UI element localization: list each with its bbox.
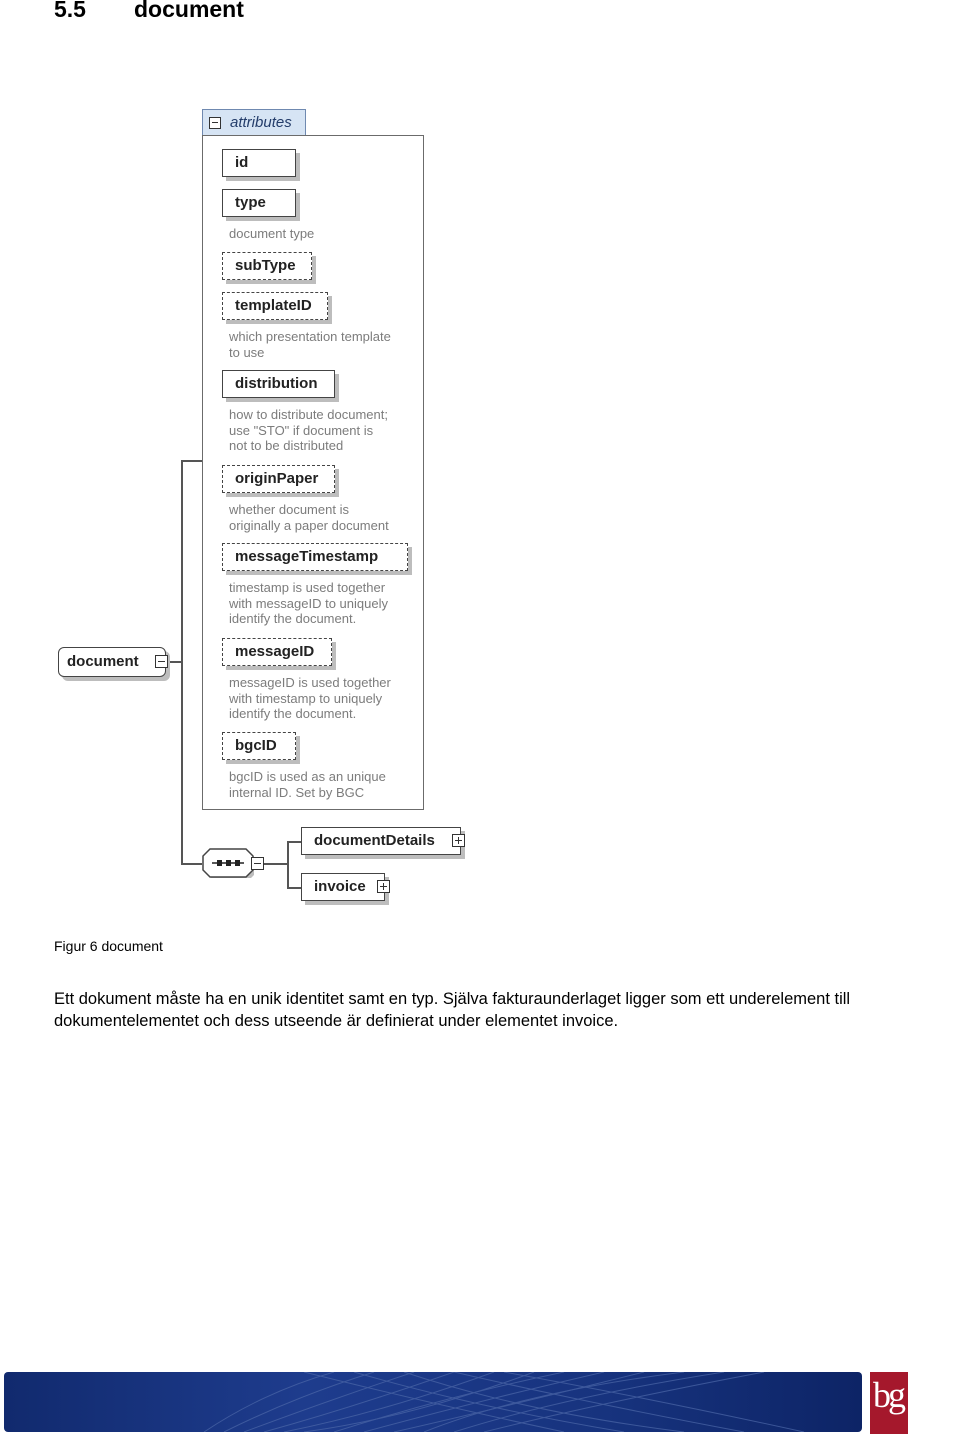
footer-banner	[4, 1372, 862, 1432]
attribute-label: subType	[235, 257, 296, 274]
connector-line	[264, 863, 288, 865]
connector-line	[166, 661, 182, 663]
attribute-label: templateID	[235, 297, 312, 314]
attribute-description: how to distribute document; use "STO" if document is not to be distributed	[229, 407, 388, 453]
attribute-label: id	[235, 154, 249, 171]
expand-icon[interactable]	[377, 880, 390, 893]
attribute-bgcid[interactable]	[222, 732, 296, 760]
section-title: document	[134, 0, 244, 22]
attribute-distribution[interactable]	[222, 370, 335, 398]
root-element-document[interactable]	[58, 647, 166, 677]
attribute-description: timestamp is used together with messageID to uniquely identify the document.	[229, 580, 388, 626]
bg-logo-icon	[870, 1372, 908, 1434]
attribute-templateid[interactable]	[222, 292, 328, 320]
attribute-id[interactable]	[222, 149, 296, 177]
attributes-top-border	[306, 135, 424, 136]
connector-line	[181, 460, 183, 864]
element-label: invoice	[314, 878, 366, 895]
attribute-label: bgcID	[235, 737, 277, 754]
attributes-tab[interactable]	[202, 109, 306, 135]
element-label: documentDetails	[314, 832, 435, 849]
attribute-description: document type	[229, 226, 315, 241]
body-paragraph: Ett dokument måste ha en unik identitet samt en typ. Själva fakturaunderlaget ligger som ett underelement till dokumentelementet och dess utseende är definierat under elementet invoice.	[54, 990, 851, 1030]
figure-caption: Figur 6 document	[54, 938, 163, 954]
connector-line	[287, 841, 301, 843]
attribute-originpaper[interactable]	[222, 465, 335, 493]
attribute-description: whether document is originally a paper document	[229, 502, 389, 533]
footer-pattern-icon	[4, 1372, 862, 1432]
section-number: 5.5	[54, 0, 86, 22]
attribute-label: messageID	[235, 643, 315, 660]
element-documentdetails[interactable]	[301, 827, 461, 855]
attribute-description: which presentation template to use	[229, 329, 391, 360]
root-element-label: document	[67, 653, 139, 670]
logo-text: bg	[873, 1375, 903, 1415]
expand-icon[interactable]	[452, 834, 465, 847]
attribute-label: messageTimestamp	[235, 548, 379, 565]
attribute-messageid[interactable]	[222, 638, 332, 666]
collapse-icon[interactable]	[251, 857, 264, 870]
collapse-icon[interactable]	[209, 117, 221, 129]
connector-line	[287, 841, 289, 888]
attribute-description: bgcID is used as an unique internal ID. Set by BGC	[229, 769, 386, 800]
connector-line	[181, 460, 202, 462]
sequence-compositor-icon[interactable]	[202, 848, 254, 878]
connector-line	[287, 887, 301, 889]
attribute-description: messageID is used together with timestamp to uniquely identify the document.	[229, 675, 391, 721]
attributes-tab-label: attributes	[230, 114, 292, 131]
attribute-messagetimestamp[interactable]	[222, 543, 408, 571]
section-heading	[54, 0, 244, 23]
element-invoice[interactable]	[301, 873, 385, 901]
attribute-type[interactable]	[222, 189, 296, 217]
attribute-label: type	[235, 194, 266, 211]
collapse-icon[interactable]	[155, 655, 168, 668]
attribute-label: distribution	[235, 375, 318, 392]
attribute-subtype[interactable]	[222, 252, 312, 280]
connector-line	[181, 863, 202, 865]
attribute-label: originPaper	[235, 470, 319, 487]
